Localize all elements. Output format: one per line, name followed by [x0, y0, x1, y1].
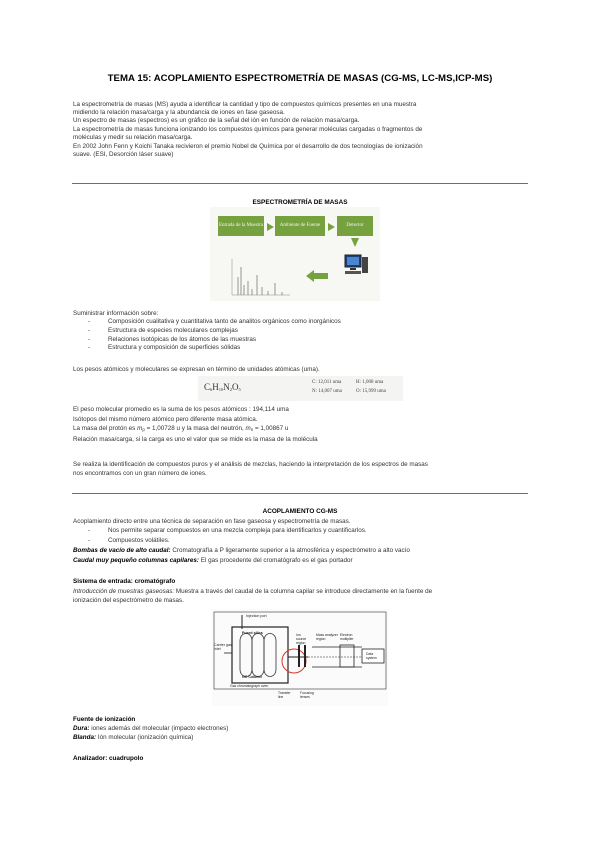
atomic-mass-c: C: 12,011 uma: [312, 380, 342, 385]
provides-label: Suministrar información sobre:: [73, 310, 159, 317]
section-heading: ESPECTROMETRÍA DE MASAS: [252, 199, 348, 206]
list-item: - Relaciones isotópicas de los átomos de las muestras: [88, 336, 257, 343]
atomic-mass-n: N: 14,007 uma: [312, 389, 342, 394]
section-divider: [72, 183, 528, 184]
label-carrier-gas: Carrier gas inlet: [214, 643, 232, 651]
list-item: - Composición cualitativa y cuantitativa tanto de analitos orgánicos como inorgánicos: [88, 318, 341, 325]
label-injection-port: Injection port: [246, 614, 267, 618]
label-data-system: Data system: [366, 652, 377, 660]
molecular-formula: $C_6H_{10}N_2O_5$: [204, 382, 241, 392]
label-gc-oven: Gas chromatograph oven: [230, 684, 269, 688]
intro-line: Un espectro de masas (espectros) es un gráfico de la señal del ión en función de relación masa/carga.: [73, 117, 360, 124]
gcms-diagram: [212, 609, 388, 706]
text-line: nos encontramos con un gran número de iones.: [73, 470, 207, 477]
arrow-left-icon: [306, 270, 314, 282]
text-line: Acoplamiento directo entre una técnica de separación en fase gaseosa y espectrometría de masas.: [73, 518, 351, 525]
intro-line: En 2002 John Fenn y Koichi Tanaka recivieron el premio Nobel de Química por el desarrollo de dos tecnologías de ionización: [73, 143, 423, 150]
arrow-right-icon: [328, 223, 335, 231]
intro-muestras-line: Introducción de muestras gaseosas: Muestra a través del caudal de la columna capilar se introduce directamente en la fuente de: [73, 588, 433, 595]
intro-line: La espectrometría de masas funciona ionizando los compuestos químicos para generar moléculas cargadas o fragmentos de: [73, 126, 423, 133]
label-transfer-line: Transfer line: [278, 691, 291, 699]
list-item: - Nos permite separar compuestos en una mezcla compleja para identificarlos y cuantificarlos.: [88, 527, 367, 534]
intro-line: moléculas y medir su relación masa/carga.: [73, 134, 193, 141]
diagram-box-sample: Entrada de la Muestra: [218, 216, 264, 236]
page-title: TEMA 15: ACOPLAMIENTO ESPECTROMETRÍA DE MASAS (CG-MS, LC-MS,ICP-MS): [107, 73, 493, 84]
text-line: Isótopos del mismo número atómico pero diferente masa atómica.: [73, 416, 258, 423]
label-ion-source: Ion source region: [296, 633, 307, 645]
arrow-right-icon: [267, 223, 274, 231]
text-line: Relación masa/carga, si la carga es uno el valor que se mide es la masa de la molécula: [73, 436, 318, 443]
list-item-text: Estructura y composición de superficies sólidas: [108, 344, 241, 351]
weights-text: Los pesos atómicos y moleculares se expresan en término de unidades atómicas (uma).: [73, 366, 320, 373]
subsection-heading: Fuente de ionización: [73, 716, 136, 723]
arrow-down-icon: [351, 238, 359, 247]
list-item-text: Estructura de especies moleculares complejas: [108, 327, 238, 334]
list-item: - Compuestos volátiles.: [88, 537, 170, 544]
caudal-line: Caudal muy pequeño columnas capilares: El gas procedente del cromatógrafo es el gas portador: [73, 557, 353, 564]
computer-icon: [343, 253, 369, 277]
diagram-box-source: Ambiente de Fuente: [275, 216, 325, 236]
bombas-line: Bombas de vacío de alto caudal: Cromatografía a P ligeramente superior a la atmosférica y espectrómetro a alto vacío: [73, 547, 410, 554]
list-item-text: Relaciones isotópicas de los átomos de las muestras: [108, 336, 257, 343]
mass-spectrum-thumbnail: [230, 257, 292, 297]
text-line: El peso molecular promedio es la suma de los pesos atómicos : 194,114 uma: [73, 406, 289, 413]
intro-line: suave. (ESI, Desorción láser suave): [73, 151, 174, 158]
list-item: - Estructura y composición de superficies sólidas: [88, 344, 241, 351]
ms-diagram: [210, 207, 380, 301]
label-gc-column: GC Column: [242, 675, 262, 679]
text-line: ionización del espectrómetro de masas.: [73, 597, 184, 604]
dura-line: Dura: iones además del molecular (impacto electrones): [73, 725, 229, 732]
list-item-text: Composición cualitativa y cuantitativa tanto de analitos orgánicos como inorgánicos: [108, 318, 341, 325]
label-mass-analyzer: Mass analyzer region: [316, 633, 338, 641]
text-line: Se realiza la identificación de compuestos puros y el análisis de mezclas, haciendo la interpretación de los espectros de masas: [73, 461, 428, 468]
list-item-text: Compuestos volátiles.: [108, 537, 170, 544]
blanda-line: Blanda: Ión molecular (ionización química): [73, 734, 194, 741]
proton-neutron-line: La masa del protón es $m_p = 1,00728$ u y la masa del neutrón, $m_n = 1,00867$ u: [73, 425, 289, 432]
atomic-mass-h: H: 1,008 uma: [356, 380, 384, 385]
label-fused-silica: Fused silica: [242, 631, 263, 635]
diagram-box-detector: Detector: [337, 216, 373, 236]
atomic-mass-o: O: 15,999 uma: [356, 389, 386, 394]
label-electron-multiplier: Electron multiplier: [340, 633, 354, 641]
formula-box: [198, 376, 403, 401]
section-divider: [72, 493, 528, 494]
intro-line: La espectrometría de masas (MS) ayuda a identificar la cantidad y tipo de compuestos químicos presentes en una muestra: [73, 101, 417, 108]
intro-line: midiendo la relación masa/carga y la abundancia de iones en fase gaseosa.: [73, 109, 285, 116]
label-focusing-lenses: Focusing lenses: [300, 691, 314, 699]
subsection-heading: Sistema de entrada: cromatógrafo: [73, 578, 176, 585]
section-heading: ACOPLAMIENTO CG-MS: [262, 508, 338, 515]
subsection-heading: Analizador: cuadrupolo: [73, 755, 144, 762]
list-item-text: Nos permite separar compuestos en una mezcla compleja para identificarlos y cuantificarlos.: [108, 527, 367, 534]
arrow-left-icon: [314, 273, 328, 279]
list-item: - Estructura de especies moleculares complejas: [88, 327, 238, 334]
